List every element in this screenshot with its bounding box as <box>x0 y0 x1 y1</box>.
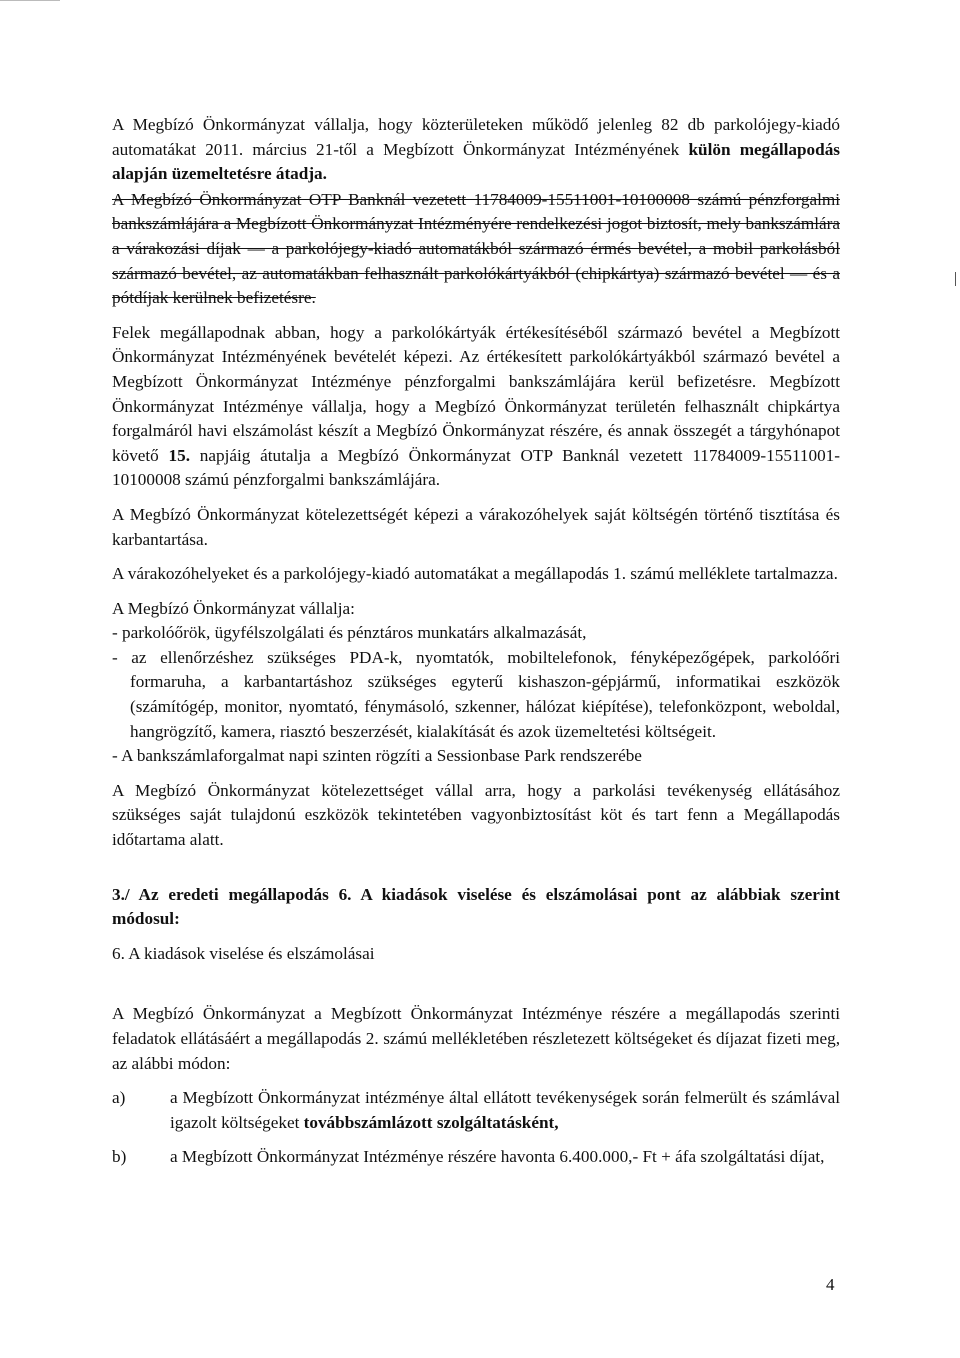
document-body <box>112 113 840 1170</box>
paragraph-bold-text: külön megállapodás alapján üzemeltetésre átadja. <box>112 139 840 184</box>
scan-edge-line <box>0 0 60 1</box>
list-item-text: a Megbízott Önkormányzat Intézménye részére havonta 6.400.000,- Ft + áfa szolgáltatási díjat, <box>170 1147 825 1167</box>
list-item-a <box>112 1086 840 1135</box>
list-item-body <box>170 1086 840 1135</box>
paragraph-undertakes: A Megbízó Önkormányzat vállalja: <box>112 598 355 618</box>
section-heading: 3./ Az eredeti megállapodás 6. A kiadások viselése és elszámolásai pont az alábbiak szerint módosul: <box>112 884 840 929</box>
paragraph-payments: A Megbízó Önkormányzat a Megbízott Önkormányzat Intézménye részére a megállapodás szerinti feladatok ellátásáért a megállapodás 2. számú mellékletében részletezett költségeket és díjazat fizeti meg, az alábbi módon: <box>112 1004 840 1073</box>
dash-item-equipment: - az ellenőrzéshez szükséges PDA-k, nyomtatók, mobiltelefonok, fényképezőgépek, parkolóőri formaruha, a karbantartáshoz szükséges egyterű kishaszon-gépjármű, informatikai eszközök (számítógép, monitor, nyomtató, fénymásoló, szkenner, hálózat kiépítése), telefonközpont, weboldal, hangrögzítő, kamera, riasztó beszerzését, kialakítását és azok üzemeltetési költségeit. <box>112 647 840 741</box>
list-marker: b) <box>112 1147 127 1167</box>
struck-paragraph: A Megbízó Önkormányzat OTP Banknál vezetett 11784009-15511001-10100008 számú pénzforgalmi bankszámlájára a Megbízott Önkormányzat Intézményére rendelkezési jogot biztosít, mely bankszámlára a várakozási díjak — a parkolójegy-kiadó automatákból származó érmés bevétel, a mobil parkolásból származó bevétel, az automatákban felhasznált parkolókártyákból (chipkártya) származó bevétel — és a pótdíjak kerülnek befizetésre. <box>112 189 840 308</box>
paragraph-cleaning: A Megbízó Önkormányzat kötelezettségét képezi a várakozóhelyek saját költségén történő tisztítása és karbantartása. <box>112 504 840 549</box>
paragraph-automata-transfer <box>112 113 840 187</box>
margin-mark <box>955 272 956 286</box>
list-marker: a) <box>112 1088 126 1108</box>
list-item-bold-text: továbbszámlázott szolgáltatásként, <box>303 1112 559 1132</box>
paragraph-bold-text: 15. <box>168 445 191 465</box>
paragraph-card-revenue <box>112 321 840 493</box>
dash-item-bank: - A bankszámlaforgalmat napi szinten rögzíti a Sessionbase Park rendszerébe <box>112 746 642 766</box>
paragraph-annex: A várakozóhelyeket és a parkolójegy-kiadó automatákat a megállapodás 1. számú melléklete tartalmazza. <box>112 564 838 584</box>
paragraph-text: napjáig átutalja a Megbízó Önkormányzat OTP Banknál vezetett 11784009-15511001-10100008 számú pénzforgalmi bankszámlájára. <box>112 445 840 490</box>
list-item-text: a Megbízott Önkormányzat intézménye által ellátott tevékenységek során felmerült és számlával igazolt költségeket <box>170 1088 840 1132</box>
paragraph-text: A Megbízó Önkormányzat vállalja, hogy közterületeken működő jelenleg 82 db parkolójegy-kiadó automatákat 2011. március 21-től a Megbízott Önkormányzat Intézményének <box>112 115 840 159</box>
paragraph-insurance: A Megbízó Önkormányzat kötelezettséget vállal arra, hogy a parkolási tevékenység ellátásához szükséges saját tulajdonú eszközök tekintetében vagyonbiztosítást köt és tart fenn a Megállapodás időtartama alatt. <box>112 780 840 850</box>
paragraph-text: Felek megállapodnak abban, hogy a parkolókártyák értékesítéséből származó bevétel a Megbízott Önkormányzat Intézményének bevételét képezi. Az értékesített parkolókártyákból származó bevétel a Megbízott Önkormányzat Intézménye pénzforgalmi bankszámlájára kerül befizetésre. Megbízott Önkormányzat Intézménye vállalja, hogy a Megbízó Önkormányzat területén felhasznált chipkártya forgalmáról havi elszámolást készít a Megbízó Önkormányzat részére, és annak összegét a tárgyhónapot követő <box>112 322 840 465</box>
sub-heading: 6. A kiadások viselése és elszámolásai <box>112 943 375 963</box>
page-number: 4 <box>826 1275 835 1294</box>
list-item-b <box>112 1145 840 1170</box>
dash-item-staff: - parkolóőrök, ügyfélszolgálati és pénztáros munkatárs alkalmazását, <box>112 623 587 643</box>
